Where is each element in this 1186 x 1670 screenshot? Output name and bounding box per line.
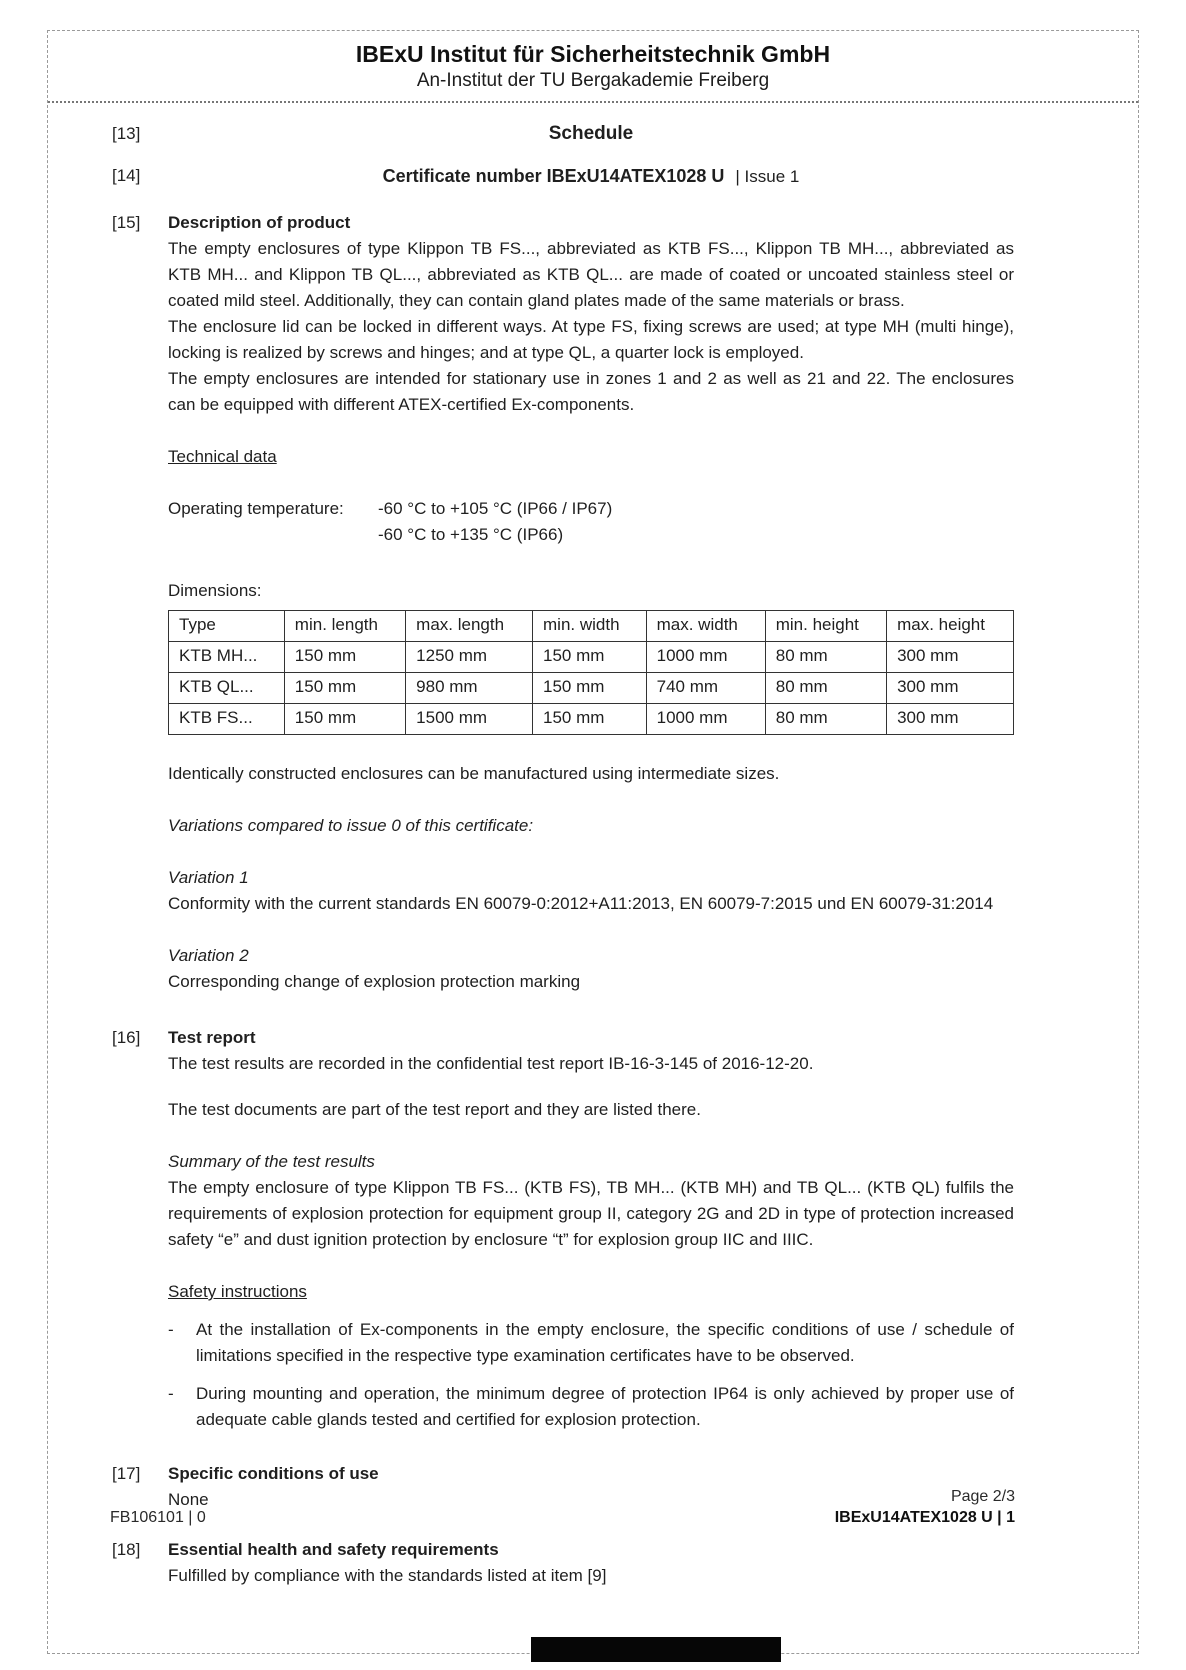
specific-conditions-text: None bbox=[168, 1490, 209, 1509]
variations-intro: Variations compared to issue 0 of this certificate: bbox=[168, 816, 534, 835]
operating-temperature-value: -60 °C to +105 °C (IP66 / IP67) bbox=[378, 499, 613, 518]
section-health-safety bbox=[112, 1537, 1014, 1589]
certificate-number: Certificate number IBExU14ATEX1028 U bbox=[382, 166, 725, 186]
margin-number-13: [13] bbox=[112, 124, 141, 143]
document-body bbox=[112, 121, 1014, 1589]
footer-right-block bbox=[835, 1486, 1015, 1528]
certificate-number-line bbox=[168, 163, 1014, 190]
description-paragraph: The empty enclosures of type Klippon TB FS..., abbreviated as KTB FS..., Klippon TB MH..., abbreviated as KTB MH... and Klippon TB QL..., abbreviated as KTB QL... are made of coated or uncoated stainless steel or coated mild steel. Additionally, they can contain gland plates made of the same materials or brass. bbox=[168, 239, 1014, 310]
summary-text: The empty enclosure of type Klippon TB FS... (KTB FS), TB MH... (KTB MH) and TB QL... (KTB QL) fulfils the requirements of explosion protection for equipment group II, category 2G and 2D in type of protection increased safety “e” and dust ignition protection by enclosure “t” for explosion group IIC and IIIC. bbox=[168, 1178, 1014, 1249]
test-report-heading: Test report bbox=[168, 1028, 256, 1047]
section-description bbox=[112, 210, 1014, 995]
table-header-row bbox=[169, 611, 1014, 642]
dimensions-label: Dimensions: bbox=[168, 581, 262, 600]
margin-number-15: [15] bbox=[112, 213, 141, 232]
table-row bbox=[169, 642, 1014, 673]
table-cell: 300 mm bbox=[887, 704, 1014, 735]
safety-instruction-text: At the installation of Ex-components in the empty enclosure, the specific conditions of use / schedule of limitations specified in the respective type examination certificates have to be observed. bbox=[196, 1320, 1014, 1365]
operating-temperature-value: -60 °C to +135 °C (IP66) bbox=[378, 525, 564, 544]
summary-block bbox=[168, 1149, 1014, 1253]
table-cell: 150 mm bbox=[284, 704, 405, 735]
variation-1 bbox=[168, 865, 1014, 917]
dimensions-table bbox=[168, 610, 1014, 735]
table-cell: 980 mm bbox=[406, 673, 533, 704]
operating-temperature-label: Operating temperature: bbox=[168, 499, 344, 518]
description-heading: Description of product bbox=[168, 213, 351, 232]
safety-instruction-item bbox=[168, 1381, 1014, 1433]
table-row bbox=[169, 673, 1014, 704]
form-reference: FB106101 | 0 bbox=[110, 1509, 206, 1526]
variation-title: Variation 1 bbox=[168, 868, 249, 887]
table-header-cell: min. width bbox=[533, 611, 647, 642]
specific-conditions-heading: Specific conditions of use bbox=[168, 1464, 379, 1483]
table-cell: 1000 mm bbox=[646, 704, 765, 735]
variation-text: Corresponding change of explosion protection marking bbox=[168, 972, 581, 991]
table-cell: 80 mm bbox=[765, 642, 886, 673]
schedule-title: Schedule bbox=[548, 123, 634, 144]
section-schedule bbox=[112, 121, 1014, 147]
table-cell: 150 mm bbox=[284, 642, 405, 673]
table-cell: KTB QL... bbox=[169, 673, 285, 704]
table-cell: 150 mm bbox=[533, 704, 647, 735]
table-header-cell: max. length bbox=[406, 611, 533, 642]
table-cell: 80 mm bbox=[765, 673, 886, 704]
table-cell: KTB MH... bbox=[169, 642, 285, 673]
table-cell: 1250 mm bbox=[406, 642, 533, 673]
section-certificate-number bbox=[112, 163, 1014, 190]
operating-temperature-values bbox=[378, 496, 612, 548]
table-cell: 150 mm bbox=[533, 673, 647, 704]
intermediate-sizes-note: Identically constructed enclosures can be manufactured using intermediate sizes. bbox=[168, 764, 780, 783]
certificate-reference: IBExU14ATEX1028 U | 1 bbox=[834, 1509, 1015, 1526]
table-cell: 300 mm bbox=[887, 673, 1014, 704]
table-header-cell: Type bbox=[169, 611, 285, 642]
table-header-cell: max. width bbox=[646, 611, 765, 642]
description-paragraph: The empty enclosures are intended for stationary use in zones 1 and 2 as well as 21 and 22. The enclosures can be equipped with different ATEX-certified Ex-components. bbox=[168, 369, 1014, 414]
margin-number-14: [14] bbox=[112, 166, 141, 185]
description-paragraph: The enclosure lid can be locked in different ways. At type FS, fixing screws are used; at type MH (multi hinge), locking is realized by screws and hinges; and at type QL, a quarter lock is employed. bbox=[168, 317, 1014, 362]
table-header-cell: min. height bbox=[765, 611, 886, 642]
table-cell: 740 mm bbox=[646, 673, 765, 704]
certificate-issue: | Issue 1 bbox=[735, 167, 800, 186]
test-report-paragraph: The test results are recorded in the confidential test report IB-16-3-145 of 2016-12-20. bbox=[168, 1054, 814, 1073]
table-cell: 1500 mm bbox=[406, 704, 533, 735]
variation-title: Variation 2 bbox=[168, 946, 249, 965]
table-header-cell: min. length bbox=[284, 611, 405, 642]
variation-text: Conformity with the current standards EN 60079-0:2012+A11:2013, EN 60079-7:2015 und EN 60079-31:2014 bbox=[168, 894, 994, 913]
margin-number-18: [18] bbox=[112, 1540, 141, 1559]
variation-2 bbox=[168, 943, 1014, 995]
table-cell: 150 mm bbox=[284, 673, 405, 704]
bullet-dash: - bbox=[168, 1384, 174, 1403]
section-test-report bbox=[112, 1025, 1014, 1433]
table-header-cell: max. height bbox=[887, 611, 1014, 642]
document-footer bbox=[110, 1486, 1015, 1528]
scan-artifact-bar bbox=[531, 1637, 781, 1662]
institute-subtitle: An-Institut der TU Bergakademie Freiberg bbox=[416, 70, 770, 91]
table-cell: 1000 mm bbox=[646, 642, 765, 673]
operating-temperature-row bbox=[168, 496, 1014, 548]
safety-instruction-text: During mounting and operation, the minimum degree of protection IP64 is only achieved by proper use of adequate cable glands tested and certified for explosion protection. bbox=[196, 1384, 1014, 1429]
table-row bbox=[169, 704, 1014, 735]
margin-number-16: [16] bbox=[112, 1028, 141, 1047]
table-cell: KTB FS... bbox=[169, 704, 285, 735]
table-cell: 300 mm bbox=[887, 642, 1014, 673]
safety-instruction-item bbox=[168, 1317, 1014, 1369]
summary-heading: Summary of the test results bbox=[168, 1152, 375, 1171]
test-report-paragraph: The test documents are part of the test report and they are listed there. bbox=[168, 1100, 701, 1119]
technical-data-heading: Technical data bbox=[168, 447, 277, 466]
safety-instructions-heading: Safety instructions bbox=[168, 1282, 307, 1301]
institute-title: IBExU Institut für Sicherheitstechnik GmbH bbox=[355, 41, 831, 67]
page-number: Page 2/3 bbox=[950, 1488, 1015, 1505]
table-cell: 150 mm bbox=[533, 642, 647, 673]
document-header bbox=[48, 31, 1138, 103]
bullet-dash: - bbox=[168, 1320, 174, 1339]
health-safety-heading: Essential health and safety requirements bbox=[168, 1540, 499, 1559]
margin-number-17: [17] bbox=[112, 1464, 141, 1483]
table-cell: 80 mm bbox=[765, 704, 886, 735]
health-safety-text: Fulfilled by compliance with the standards listed at item [9] bbox=[168, 1566, 607, 1585]
